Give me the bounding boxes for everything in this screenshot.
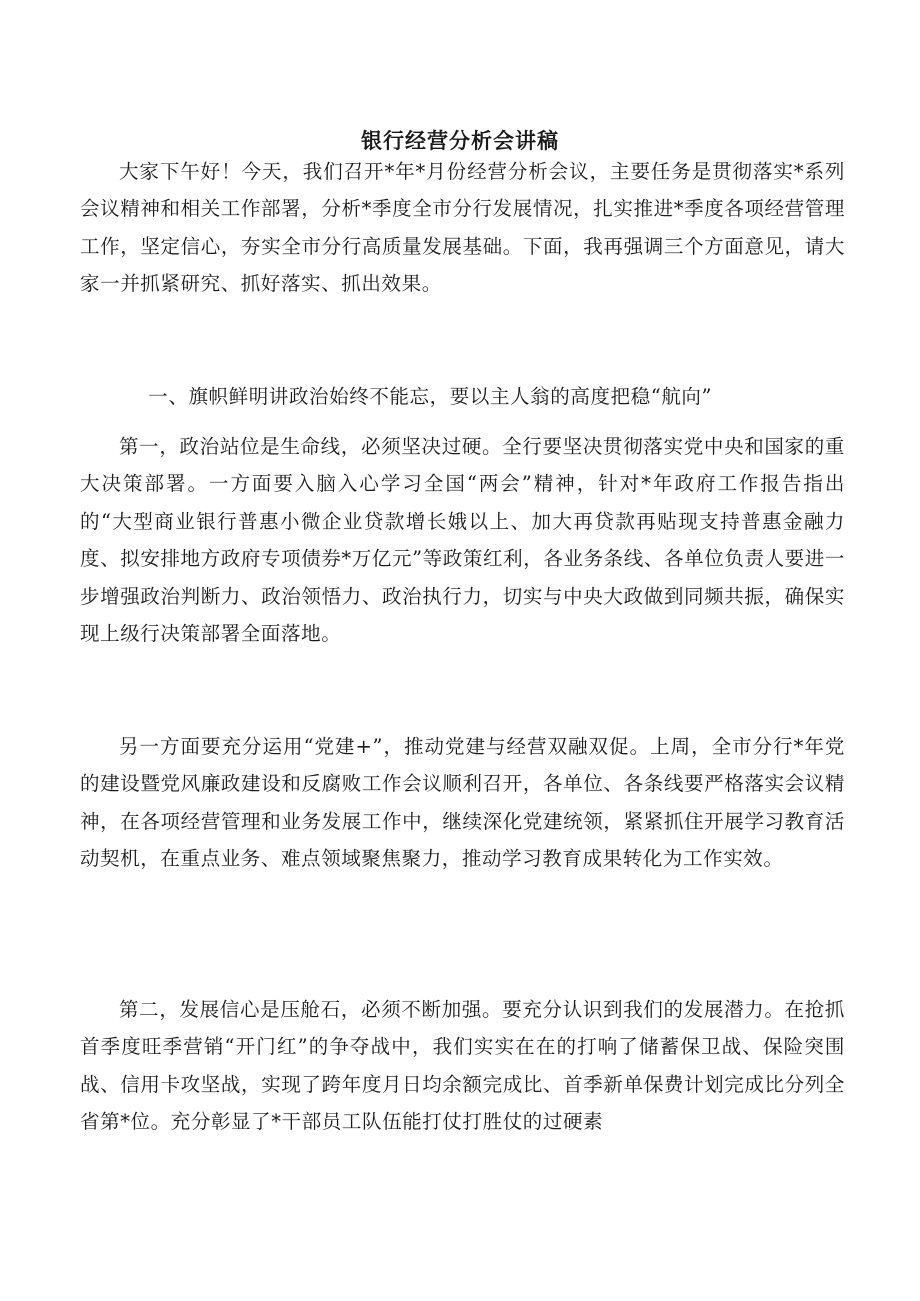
paragraph-intro: 大家下午好！今天，我们召开*年*月份经营分析会议，主要任务是贯彻落实*系列会议精神和相关工作部署，分析*季度全市分行发展情况，扎实推进*季度各项经营管理工作，坚定信心，夯实全市分行高质量发展基础。下面，我再强调三个方面意见，请大家一并抓紧研究、抓好落实、抓出效果。 [80, 160, 845, 296]
document-title: 银行经营分析会讲稿 [361, 129, 559, 153]
paragraph-party-building: 另一方面要充分运用“党建+”，推动党建与经营双融双促。上周，全市分行*年党的建设暨党风廉政建设和反腐败工作会议顺利召开，各单位、各条线要严格落实会议精神，在各项经营管理和业务发展工作中，继续深化党建统领，紧紧抓住开展学习教育活动契机，在重点业务、难点领域聚焦聚力，推动学习教育成果转化为工作实效。 [80, 735, 845, 871]
paragraph-development-confidence: 第二，发展信心是压舱石，必须不断加强。要充分认识到我们的发展潜力。在抢抓首季度旺季营销“开门红”的争夺战中，我们实实在在的打响了储蓄保卫战、保险突围战、信用卡攻坚战，实现了跨年度月日均余额完成比、首季新单保费计划完成比分列全省第*位。充分彰显了*干部员工队伍能打仗打胜仗的过硬素 [80, 998, 845, 1134]
paragraph-political-stance: 第一，政治站位是生命线，必须坚决过硬。全行要坚决贯彻落实党中央和国家的重大决策部署。一方面要入脑入心学习全国“两会”精神，针对*年政府工作报告指出的“大型商业银行普惠小微企业贷款增长娥以上、加大再贷款再贴现支持普惠金融力度、拟安排地方政府专项债券*万亿元”等政策红利，各业务条线、各单位负责人要进一步增强政治判断力、政治领悟力、政治执行力，切实与中央大政做到同频共振，确保实现上级行决策部署全面落地。 [80, 435, 845, 646]
section-heading-1: 一、旗帜鲜明讲政治始终不能忘，要以主人翁的高度把稳“航向” [148, 385, 713, 408]
